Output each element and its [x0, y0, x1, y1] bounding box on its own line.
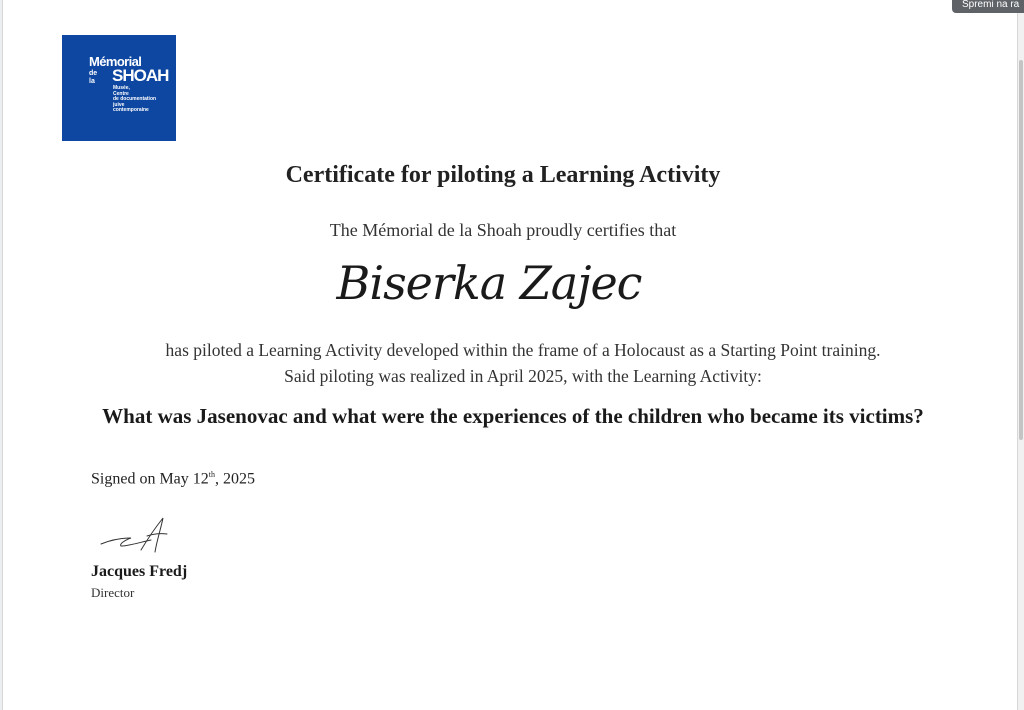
learning-activity-title: What was Jasenovac and what were the experiences of the children who became its victims? — [102, 404, 924, 428]
save-to-drive-button[interactable]: Spremi na ra — [952, 0, 1024, 13]
logo-text-memorial: Mémorial — [89, 54, 142, 69]
certifies-statement: The Mémorial de la Shoah proudly certifies that — [329, 220, 677, 240]
handwritten-signature — [97, 512, 177, 556]
vertical-scrollbar[interactable] — [1018, 0, 1024, 710]
certificate-page — [2, 0, 1018, 710]
signed-date-suffix: , 2025 — [215, 470, 256, 488]
signed-date-ordinal: th — [208, 470, 216, 479]
signer-name: Jacques Fredj — [91, 563, 188, 580]
certificate-title: Certificate for piloting a Learning Activity — [285, 162, 721, 188]
scrollbar-thumb[interactable] — [1019, 60, 1023, 440]
signed-date — [91, 470, 255, 488]
signed-date-prefix: Signed on May 12 — [91, 470, 209, 488]
memorial-shoah-logo — [62, 35, 176, 141]
logo-subtitle: Musée, Centre de documentation juive contemporaine — [113, 85, 157, 113]
body-text-line-1: has piloted a Learning Activity developed within the frame of a Holocaust as a Starting Point training. — [165, 340, 881, 360]
body-text-line-2: Said piloting was realized in April 2025, with the Learning Activity: — [284, 366, 762, 386]
signer-role: Director — [91, 585, 135, 600]
logo-text-dela: de la — [89, 70, 98, 85]
recipient-name: Biserka Zajec — [336, 256, 642, 310]
logo-text-shoah: SHOAH — [112, 66, 169, 85]
